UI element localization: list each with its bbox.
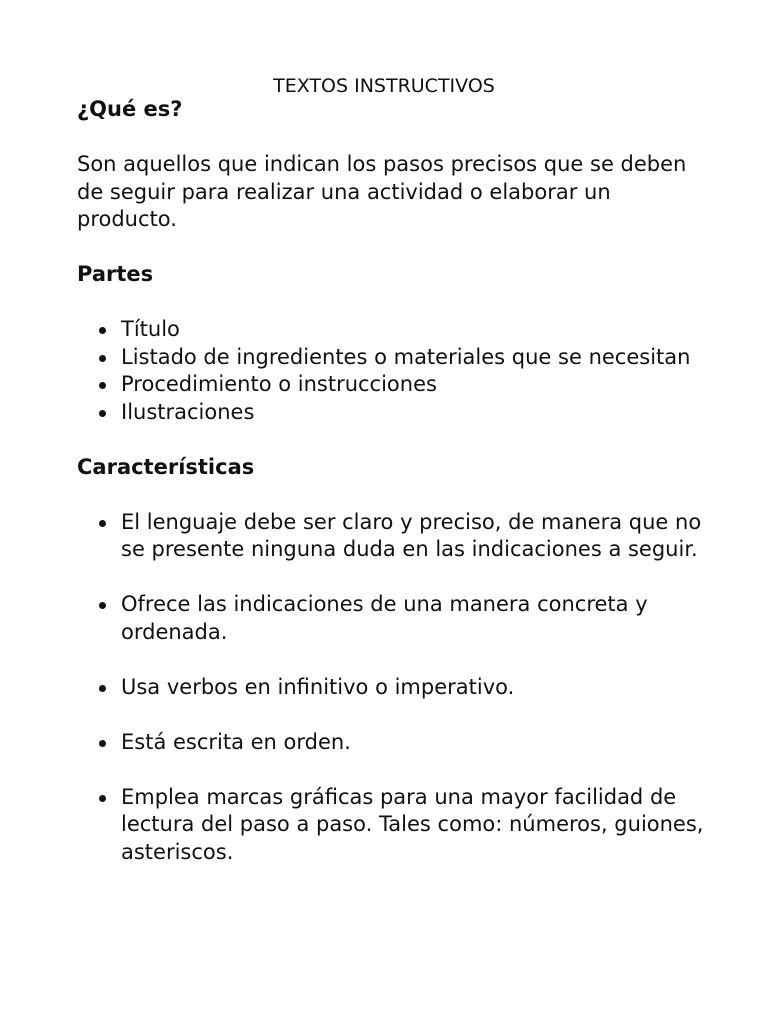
caracteristicas-list [77,509,707,867]
list-item: Usa verbos en infinitivo o imperativo. [121,674,707,702]
definition-paragraph: Son aquellos que indican los pasos precisos que se deben de seguir para realizar una actividad o elaborar un producto. [77,152,687,231]
list-item: Listado de ingredientes o materiales que se necesitan [121,344,707,372]
spacer [77,289,707,317]
spacer [77,426,707,454]
list-item: Ilustraciones [121,399,707,427]
spacer [77,234,707,262]
section-heading-caracteristicas: Características [77,454,255,479]
section-heading-partes: Partes [77,262,154,286]
spacer [77,481,707,509]
partes-list [77,316,707,426]
list-item: Ofrece las indicaciones de una manera concreta y ordenada. [121,591,707,646]
list-item: Procedimiento o instrucciones [121,371,707,399]
document-title: TEXTOS INSTRUCTIVOS [273,75,495,97]
section-heading-que-es: ¿Qué es? [77,97,183,121]
list-item: Emplea marcas gráficas para una mayor facilidad de lectura del paso a paso. Tales como: números, guiones, asteriscos. [121,784,707,867]
list-item: Título [121,316,707,344]
list-item: El lenguaje debe ser claro y preciso, de manera que no se presente ninguna duda en las indicaciones a seguir. [121,509,707,564]
document-body [77,96,707,866]
spacer [77,124,707,152]
list-item: Está escrita en orden. [121,729,707,757]
